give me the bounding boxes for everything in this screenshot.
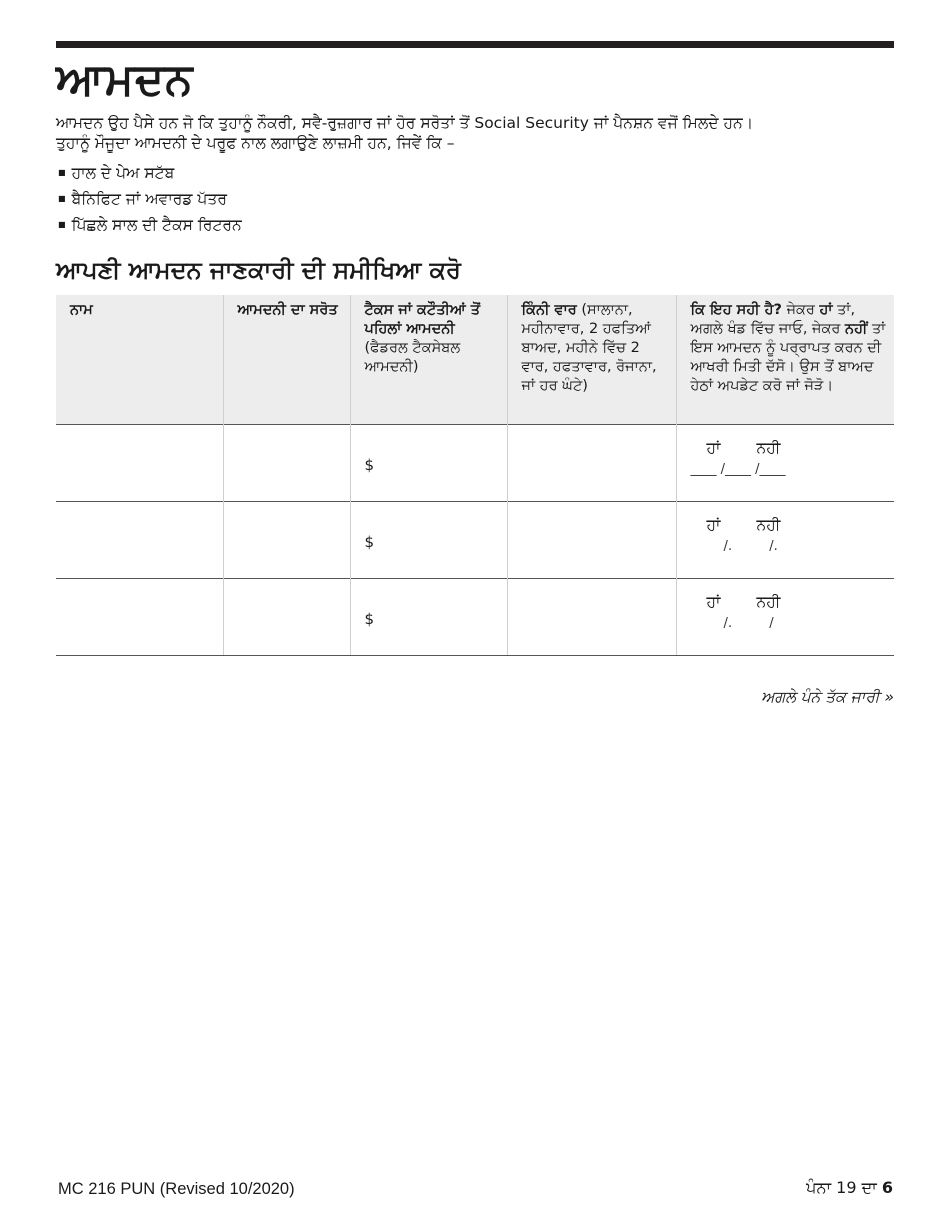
name-cell[interactable] [56,501,223,578]
amount-cell[interactable] [350,424,507,501]
no-option[interactable]: ਨਹੀ [756,515,781,534]
frequency-cell[interactable] [507,501,676,578]
correct-cell [676,501,894,578]
no-option[interactable]: ਨਹੀ [756,592,781,611]
table-row [56,424,894,501]
page-number: ਪੰਨਾ 19 ਦਾ 6 [806,1178,893,1197]
correct-cell [676,578,894,655]
income-table [56,295,894,656]
proof-item: ■ ਹਾਲ ਦੇ ਪੇਅ ਸਟੱਬ [56,160,242,186]
header-is-correct: ਕਿ ਇਹ ਸਹੀ ਹੈ? ਜੇਕਰ ਹਾਂ ਤਾਂ, ਅਗਲੇ ਖੰਡ ਵਿੱਚ ਜਾਓ, ਜੇਕਰ ਨਹੀਂ ਤਾਂ ਇਸ ਆਮਦਨ ਨੂੰ ਪਰ੍ਰਾਪਤ ਕਰਨ ਦੀ ਆਖਰੀ ਮਿਤੀ ਦੱਸੋ। ਉਸ ਤੋਂ ਬਾਅਦ ਹੇਠਾਂ ਅਪਡੇਟ ਕਰੋ ਜਾਂ ਜੋੜੋ। [676,295,894,424]
table-row [56,578,894,655]
correct-cell [676,424,894,501]
end-date-field[interactable]: /. /. [690,538,778,554]
intro-line-1: ਆਮਦਨ ਉਹ ਪੈਸੇ ਹਨ ਜੋ ਕਿ ਤੁਹਾਨੂੰ ਨੌਕਰੀ, ਸਵੈ-ਰੁਜ਼ਗਾਰ ਜਾਂ ਹੋਰ ਸਰੋਤਾਂ ਤੋਂ Social Security ਜਾਂ ਪੈਨਸ਼ਨ ਵਜੋਂ ਮਿਲਦੇ ਹਨ। [56,114,754,132]
top-rule [56,41,894,48]
continued-note: ਅਗਲੇ ਪੰਨੇ ਤੱਕ ਜਾਰੀ » [761,688,894,706]
table-header-row [56,295,894,424]
header-source: ਆਮਦਨੀ ਦਾ ਸਰੋਤ [223,295,350,424]
form-id: MC 216 PUN (Revised 10/2020) [58,1180,295,1198]
source-cell[interactable] [223,501,350,578]
header-name: ਨਾਮ [56,295,223,424]
intro-text [56,113,894,153]
currency-symbol: $ [364,609,375,628]
header-gross-income: ਟੈਕਸ ਜਾਂ ਕਟੌਤੀਆਂ ਤੋਂ ਪਹਿਲਾਂ ਆਮਦਨੀ (ਫੈਡਰਲ ਟੈਕਸੇਬਲ ਆਮਦਨੀ) [350,295,507,424]
no-option[interactable]: ਨਹੀ [756,438,781,457]
frequency-cell[interactable] [507,578,676,655]
proof-item: ■ ਪਿੱਛਲੇ ਸਾਲ ਦੀ ਟੈਕਸ ਰਿਟਰਨ [56,212,242,238]
table-row [56,501,894,578]
section-title: ਆਪਣੀ ਆਮਦਨ ਜਾਣਕਾਰੀ ਦੀ ਸਮੀਖਿਆ ਕਰੋ [56,256,461,284]
yes-option[interactable]: ਹਾਂ [706,515,721,534]
page-title: ਆਮਦਨ [56,54,194,105]
header-frequency: ਕਿੰਨੀ ਵਾਰ (ਸਾਲਾਨਾ, ਮਹੀਨਾਵਾਰ, 2 ਹਫਤਿਆਂ ਬਾਅਦ, ਮਹੀਨੇ ਵਿੱਚ 2 ਵਾਰ, ਹਫਤਾਵਾਰ, ਰੋਜਾਨਾ, ਜਾਂ ਹਰ ਘੰਟੇ) [507,295,676,424]
currency-symbol: $ [364,455,375,474]
name-cell[interactable] [56,578,223,655]
proof-list [56,160,242,238]
yes-option[interactable]: ਹਾਂ [706,438,721,457]
end-date-field[interactable]: /. / [690,615,774,631]
amount-cell[interactable] [350,578,507,655]
amount-cell[interactable] [350,501,507,578]
frequency-cell[interactable] [507,424,676,501]
yes-no-choice [707,439,881,458]
source-cell[interactable] [223,578,350,655]
currency-symbol: $ [364,532,375,551]
proof-item: ■ ਬੈਨਿਫਿਟ ਜਾਂ ਅਵਾਰਡ ਪੱਤਰ [56,186,242,212]
end-date-field[interactable]: ____ /____ /____ [690,461,786,477]
intro-line-2: ਤੁਹਾਨੂੰ ਮੌਜੂਦਾ ਆਮਦਨੀ ਦੇ ਪਰੂਫ ਨਾਲ ਲਗਾਉਣੇ ਲਾਜ਼ਮੀ ਹਨ, ਜਿਵੇਂ ਕਿ – [56,134,455,152]
yes-option[interactable]: ਹਾਂ [706,592,721,611]
name-cell[interactable] [56,424,223,501]
yes-no-choice [707,516,881,535]
source-cell[interactable] [223,424,350,501]
yes-no-choice [707,593,881,612]
